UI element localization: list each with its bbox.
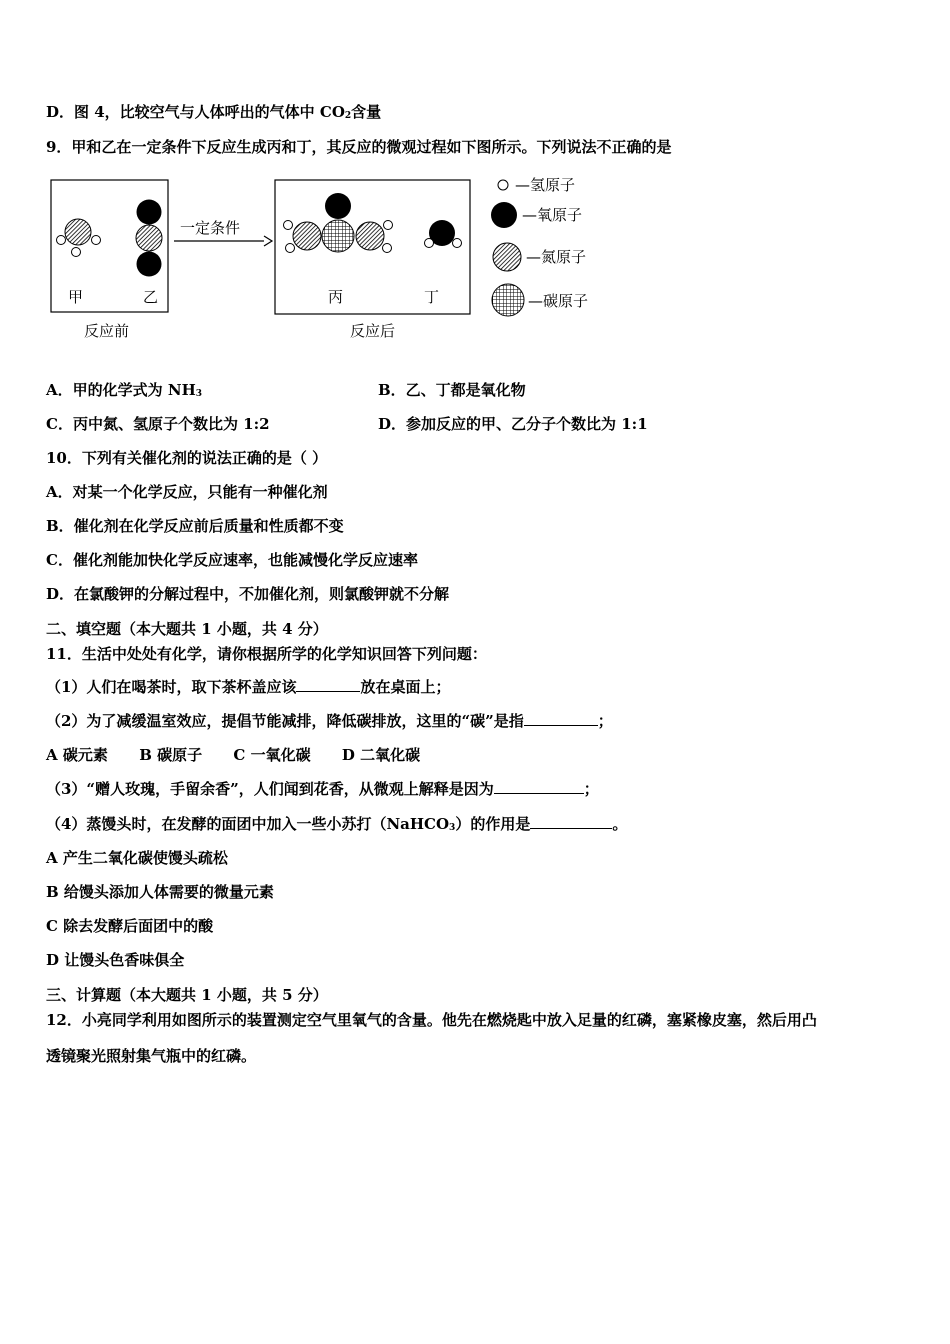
q11-part-4-option-b: B 给馒头添加人体需要的微量元素	[46, 883, 274, 901]
label-jia: 甲	[68, 288, 84, 306]
reaction-diagram	[48, 170, 618, 345]
q11-part-4-option-c: C 除去发酵后面团中的酸	[46, 917, 214, 935]
q9-option-b: B．乙、丁都是氧化物	[378, 381, 526, 399]
q10-stem: 10．下列有关催化剂的说法正确的是（ ）	[46, 449, 328, 467]
q10-option-a: A．对某一个化学反应，只能有一种催化剂	[46, 483, 328, 501]
answer-blank-4[interactable]	[530, 814, 612, 829]
q11-part-1: （1）人们在喝茶时，取下茶杯盖应该 放在桌面上；	[46, 678, 451, 696]
section-2-heading: 二、填空题（本大题共 1 小题，共 4 分）	[46, 620, 328, 638]
q11-part-3: （3）“赠人玫瑰，手留余香”，人们闻到花香，从微观上解释是因为 ；	[46, 780, 599, 798]
reaction-arrow-icon	[264, 236, 272, 246]
carbon-atom-icon	[492, 284, 524, 316]
q12-line-2: 透镜聚光照射集气瓶中的红磷。	[46, 1047, 257, 1065]
label-ding: 丁	[424, 288, 440, 306]
q10-option-b: B．催化剂在化学反应前后质量和性质都不变	[46, 517, 344, 535]
legend	[491, 176, 588, 316]
q9-option-a: A．甲的化学式为 $NH_3$	[46, 381, 203, 399]
caption-after: 反应后	[350, 322, 396, 340]
q10-option-c: C．催化剂能加快化学反应速率，也能减慢化学反应速率	[46, 551, 418, 569]
caption-before: 反应前	[84, 322, 130, 340]
answer-blank-2[interactable]	[524, 711, 598, 726]
oxygen-atom-icon	[491, 202, 517, 228]
hydrogen-atom-icon	[498, 180, 508, 190]
bing-molecule	[284, 193, 393, 253]
q12-line-1: 12．小亮同学利用如图所示的装置测定空气里氧气的含量。他先在燃烧匙中放入足量的红磷，塞紧橡皮塞，然后用凸	[46, 1011, 817, 1029]
legend-carbon: —碳原子	[528, 292, 589, 310]
q11-stem: 11．生活中处处有化学，请你根据所学的化学知识回答下列问题：	[46, 645, 487, 663]
legend-nitrogen: —氮原子	[526, 248, 587, 266]
legend-oxygen: —氧原子	[522, 206, 583, 224]
q9-option-c: C．丙中氮、氢原子个数比为 1:2	[46, 415, 270, 433]
label-bing: 丙	[328, 288, 344, 306]
q8-option-d: D．图 4，比较空气与人体呼出的气体中 $CO_2$含量	[46, 103, 382, 121]
legend-hydrogen: —氢原子	[515, 176, 576, 194]
q10-option-d: D．在氯酸钾的分解过程中，不加催化剂，则氯酸钾就不分解	[46, 585, 450, 603]
q11-part-4: （4）蒸馒头时，在发酵的面团中加入一些小苏打（NaHCO$_3$）的作用是 。	[46, 815, 628, 833]
q11-part-2-options: A 碳元素 B 碳原子 C 一氧化碳 D 二氧化碳	[46, 746, 421, 764]
arrow-label: 一定条件	[180, 219, 241, 237]
q9-stem: 9．甲和乙在一定条件下反应生成丙和丁，其反应的微观过程如下图所示。下列说法不正确的是	[46, 138, 672, 156]
q11-part-4-option-d: D 让馒头色香味俱全	[46, 951, 185, 969]
answer-blank-1[interactable]	[296, 677, 360, 692]
nitrogen-atom-icon	[493, 243, 521, 271]
q9-option-d: D．参加反应的甲、乙分子个数比为 1:1	[378, 415, 648, 433]
label-yi: 乙	[143, 288, 159, 306]
section-3-heading: 三、计算题（本大题共 1 小题，共 5 分）	[46, 986, 328, 1004]
q11-part-4-option-a: A 产生二氧化碳使馒头疏松	[46, 849, 228, 867]
ding-molecule	[425, 220, 462, 248]
q11-part-2: （2）为了减缓温室效应，提倡节能减排，降低碳排放，这里的“碳”是指 ；	[46, 712, 613, 730]
answer-blank-3[interactable]	[494, 779, 584, 794]
yi-molecule	[136, 200, 162, 277]
jia-molecule	[57, 219, 101, 257]
